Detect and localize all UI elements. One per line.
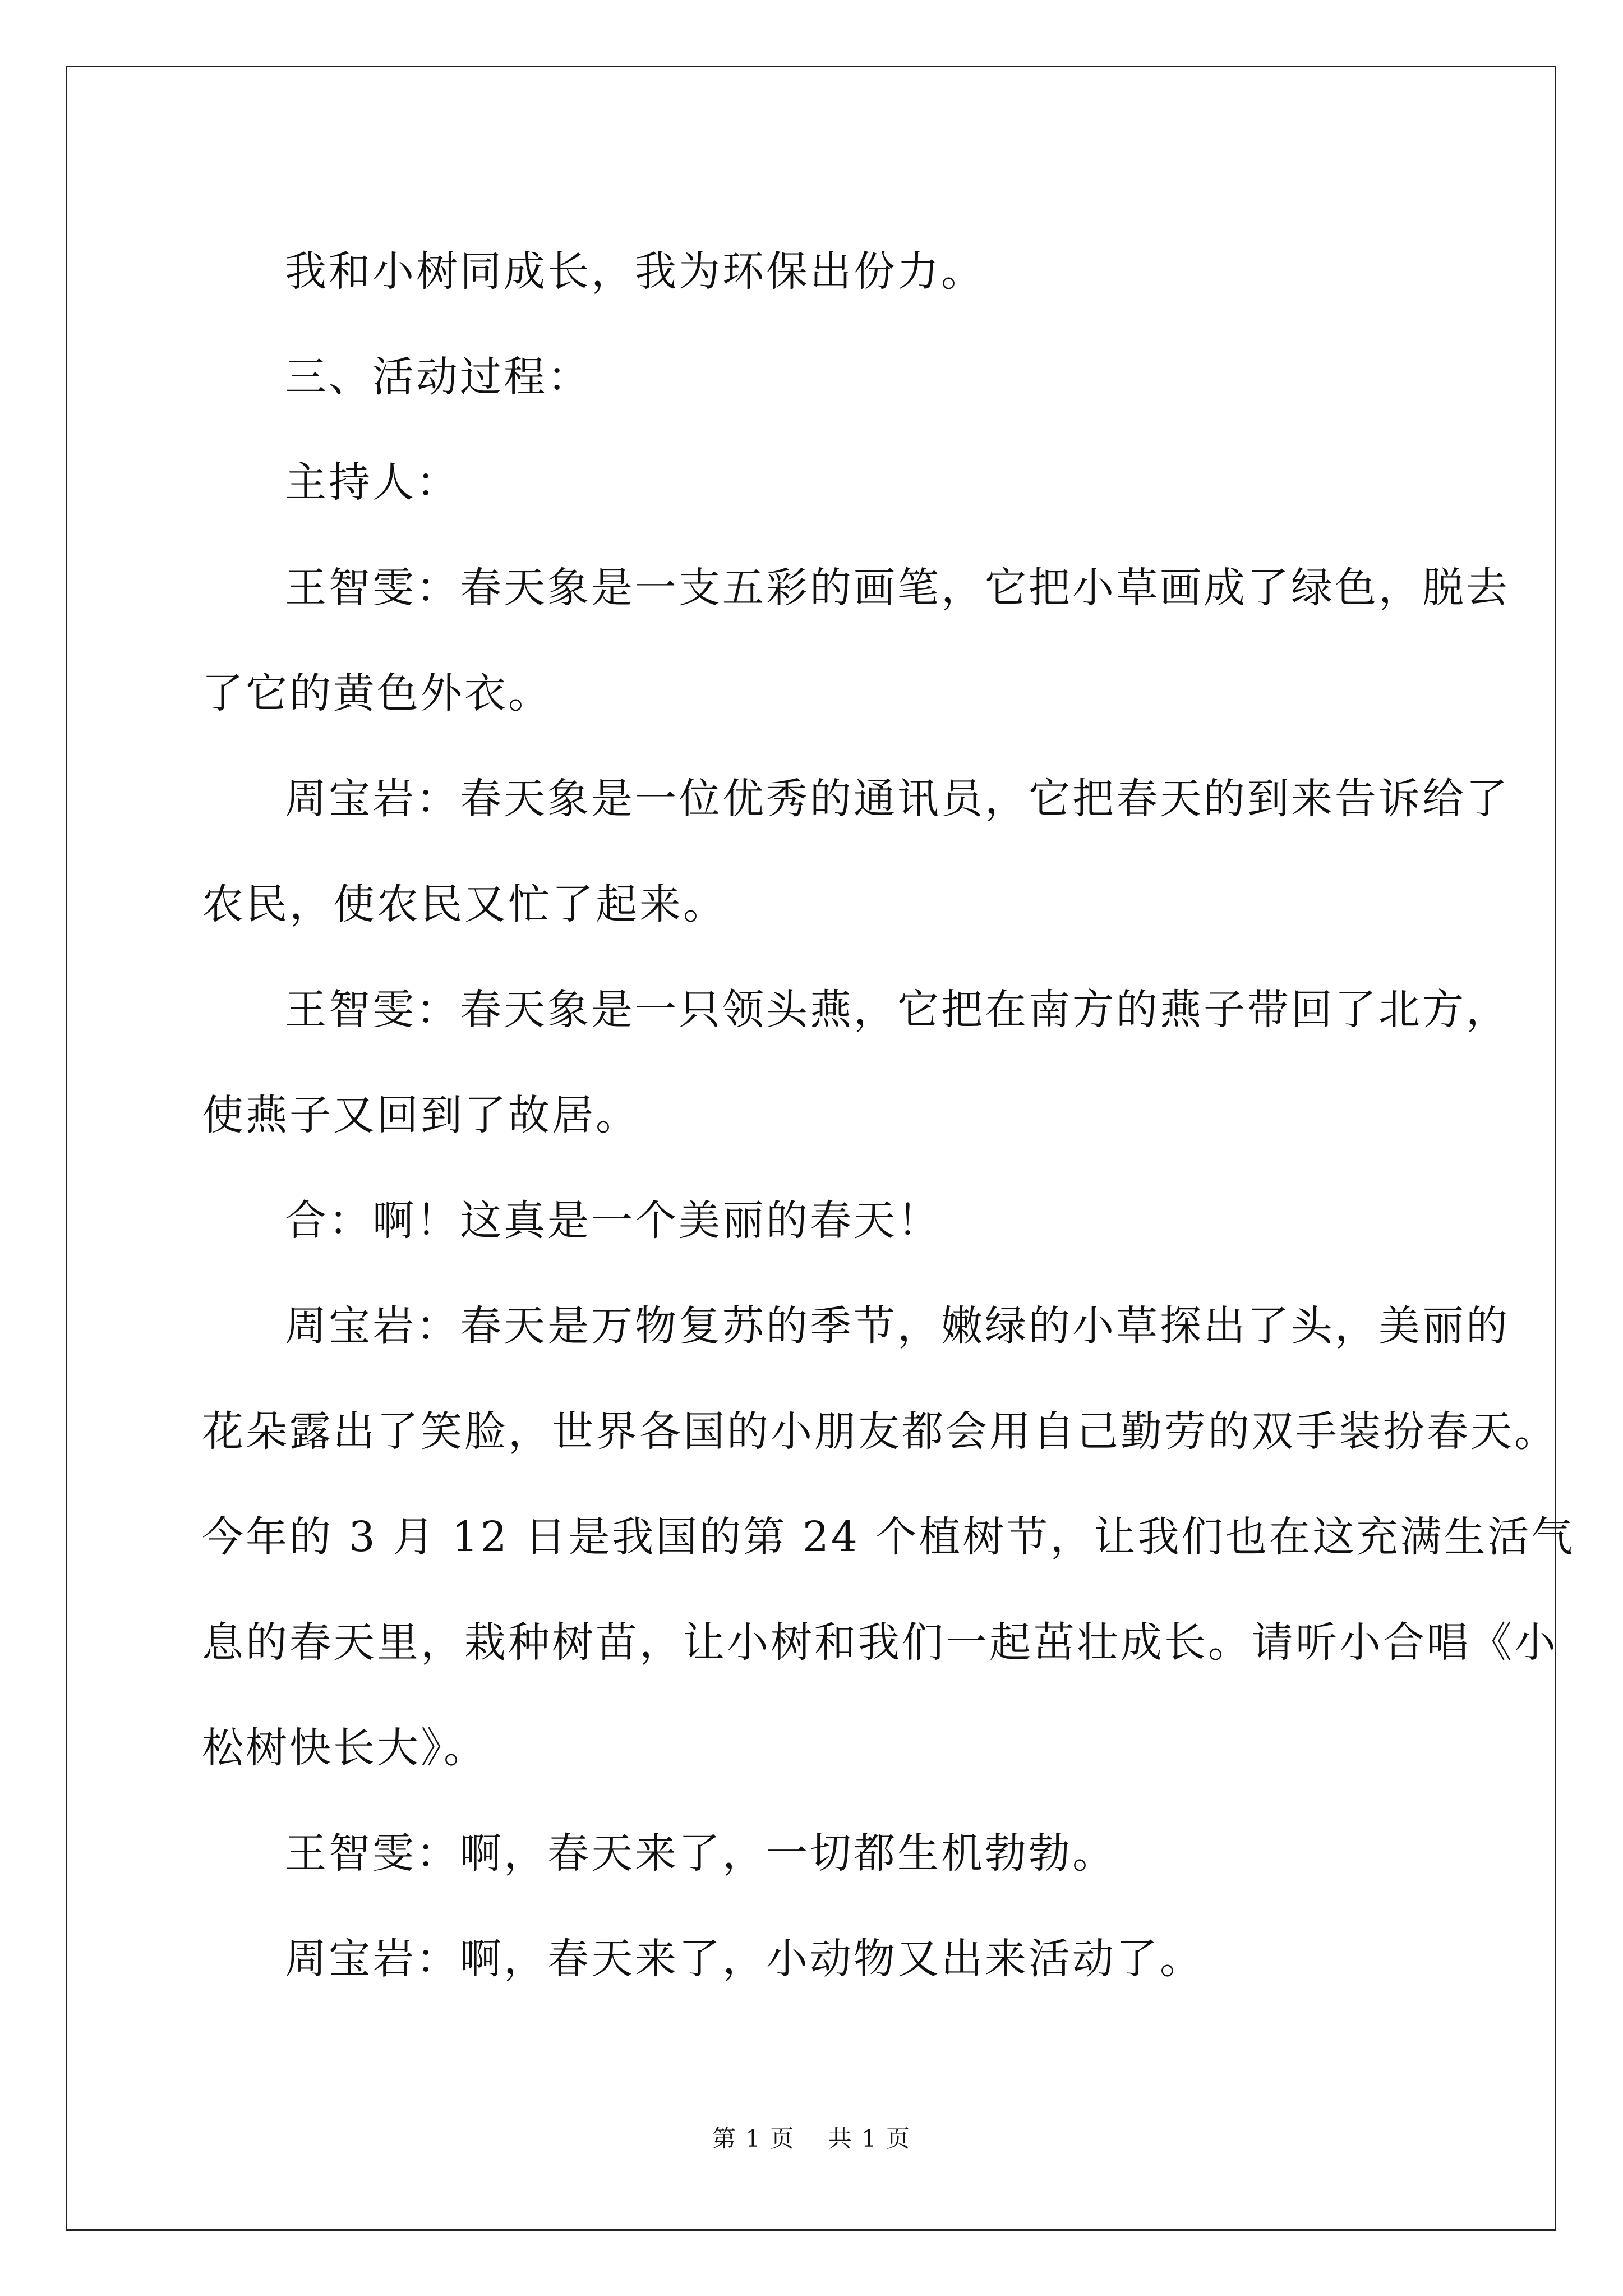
text-line: 三、活动过程： <box>285 353 591 401</box>
page-number: 第 1 页 <box>712 2125 795 2152</box>
text-line: 我和小树同成长，我为环保出份力。 <box>285 247 985 296</box>
paragraph <box>202 535 1510 746</box>
text-line: 息的春天里，栽种树苗，让小树和我们一起茁壮成长。请听小合唱《小 <box>202 1618 1558 1667</box>
text-line: 周宝岩：春天象是一位优秀的通讯员，它把春天的到来告诉给了 <box>285 775 1510 823</box>
text-line: 王智雯：春天象是一只领头燕，它把在南方的燕子带回了北方， <box>285 986 1510 1034</box>
text-line: 王智雯：啊，春天来了，一切都生机勃勃。 <box>285 1829 1116 1878</box>
paragraph <box>202 957 1510 1168</box>
text-line: 了它的黄色外衣。 <box>202 669 552 717</box>
paragraph <box>202 1168 1436 1273</box>
page-footer <box>0 2120 1623 2154</box>
text-line: 周宝岩：啊，春天来了，小动物又出来活动了。 <box>285 1935 1204 1983</box>
paragraph <box>202 1273 1575 1801</box>
paragraph <box>202 1801 1436 1906</box>
paragraph <box>202 1906 1436 2012</box>
paragraph <box>202 219 1436 324</box>
text-line: 合：啊！这真是一个美丽的春天！ <box>285 1197 941 1245</box>
paragraph <box>202 746 1510 957</box>
section-heading <box>202 324 1436 430</box>
text-line: 周宝岩：春天是万物复苏的季节，嫩绿的小草探出了头，美丽的 <box>285 1302 1510 1350</box>
text-line: 农民，使农民又忙了起来。 <box>202 880 727 928</box>
text-line: 使燕子又回到了故居。 <box>202 1091 639 1139</box>
text-line: 花朵露出了笑脸，世界各国的小朋友都会用自己勤劳的双手装扮春天。 <box>202 1407 1558 1456</box>
page-total: 共 1 页 <box>828 2125 911 2152</box>
paragraph <box>202 430 1436 535</box>
document-body <box>202 219 1575 2012</box>
text-line: 王智雯：春天象是一支五彩的画笔，它把小草画成了绿色，脱去 <box>285 564 1510 612</box>
text-line: 今年的 3 月 12 日是我国的第 24 个植树节，让我们也在这充满生活气 <box>202 1513 1575 1561</box>
text-line: 主持人： <box>285 458 460 507</box>
text-line: 松树快长大》。 <box>202 1724 487 1772</box>
